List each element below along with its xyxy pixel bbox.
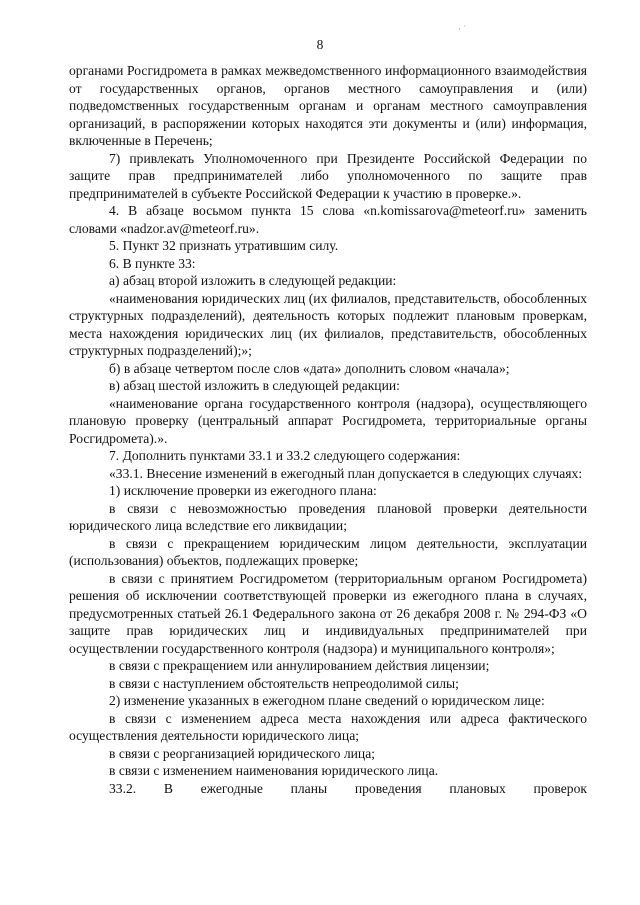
paragraph: 7. Дополнить пунктами 33.1 и 33.2 следующего содержания:	[109, 448, 461, 463]
document-body	[69, 62, 587, 797]
paragraph: в связи с изменением наименования юридического лица.	[109, 763, 439, 778]
paragraph: в связи с прекращением юридическим лицом деятельности, эксплуатации (использования) объектов, подлежащих проверке;	[69, 535, 587, 568]
paragraph: 5. Пункт 32 признать утратившим силу.	[109, 238, 339, 253]
paragraph: 2) изменение указанных в ежегодном плане сведений о юридическом лице:	[109, 693, 545, 708]
paragraph: б) в абзаце четвертом после слов «дата» дополнить словом «начала»;	[109, 360, 510, 376]
paragraph: 4. В абзаце восьмом пункта 15 слова «n.komissarova@meteorf.ru» заменить словами «nadzor.av@meteorf.ru».	[69, 203, 587, 236]
paragraph: в) абзац шестой изложить в следующей редакции:	[109, 378, 400, 393]
paragraph: в связи с прекращением или аннулированием действия лицензии;	[109, 658, 490, 673]
paragraph: в связи с реорганизацией юридического лица;	[109, 745, 376, 761]
paragraph: в связи с невозможностью проведения плановой проверки деятельности юридического лица вследствие его ликвидации;	[69, 500, 587, 533]
paragraph: в связи с изменением адреса места нахождения или адреса фактического осуществления деятельности юридического лица;	[69, 710, 587, 743]
paragraph: в связи с принятием Росгидрометом (территориальным органом Росгидромета) решения об исключении соответствующей проверки из ежегодного плана в случаях, предусмотренных статьей 26.1 Федерального закона от 26 декабря 2008 г. № 294-ФЗ «О защите прав юридических лиц и индивидуальных предпринимателей при осуществлении государственного контроля (надзора) и муниципального контроля»;	[69, 570, 587, 656]
paragraph: «33.1. Внесение изменений в ежегодный план допускается в следующих случаях:	[109, 465, 583, 481]
scan-speck: · ˙	[458, 24, 467, 34]
paragraph: 1) исключение проверки из ежегодного плана:	[109, 483, 377, 498]
paragraph: а) абзац второй изложить в следующей редакции:	[109, 273, 397, 288]
paragraph: в связи с наступлением обстоятельств непреодолимой силы;	[109, 675, 459, 691]
paragraph: 7) привлекать Уполномоченного при Президенте Российской Федерации по защите прав предпринимателей либо уполномоченного по защите прав предпринимателей в субъекте Российской Федерации к участию в проверке.».	[69, 150, 587, 201]
paragraph: «наименование органа государственного контроля (надзора), осуществляющего плановую проверку (центральный аппарат Росгидромета, территориальные органы Росгидромета).».	[69, 395, 587, 446]
page-number: 8	[316, 37, 324, 52]
paragraph: 6. В пункте 33:	[109, 255, 196, 271]
paragraph: 33.2. В ежегодные планы проведения плановых проверок	[109, 780, 587, 796]
paragraph: «наименования юридических лиц (их филиалов, представительств, обособленных структурных подразделений), деятельность которых подлежит плановым проверкам, места нахождения юридических лиц (их филиалов, представительств, обособленных структурных подразделений);»;	[69, 290, 587, 358]
paragraph: органами Росгидромета в рамках межведомственного информационного взаимодействия от государственных органов, органов местного самоуправления и (или) подведомственных государственным органам и органам местного самоуправления организаций, в распоряжении которых находятся эти документы и (или) информация, включенные в Перечень;	[69, 63, 587, 148]
